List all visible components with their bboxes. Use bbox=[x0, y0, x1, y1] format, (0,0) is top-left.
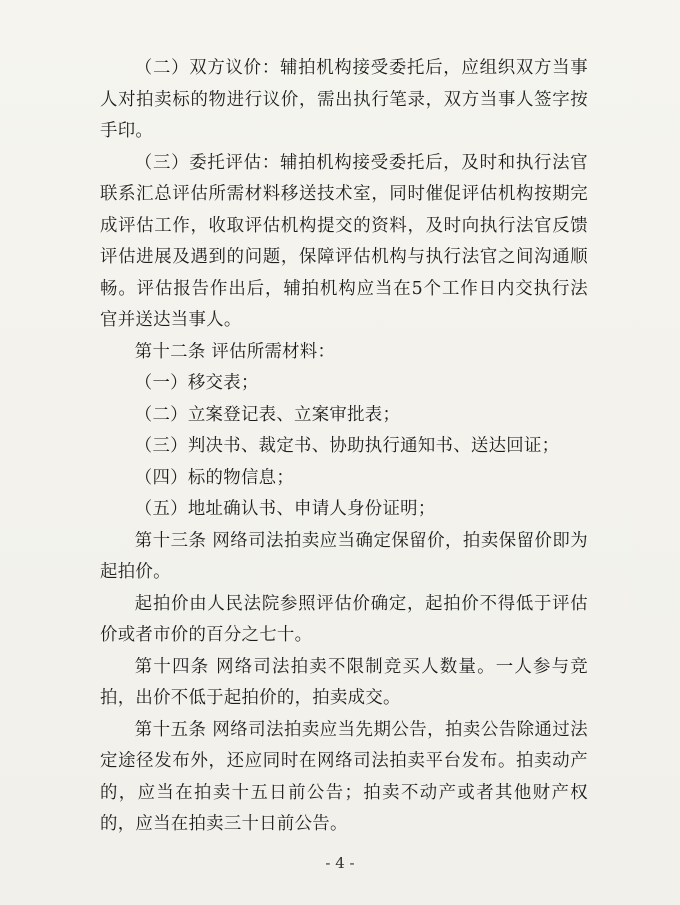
list-item: （五）地址确认书、申请人身份证明； bbox=[134, 499, 436, 519]
article-13-paragraph: 第十三条 网络司法拍卖应当确定保留价，拍卖保留价即为起拍价。 bbox=[100, 530, 588, 582]
paragraph-bilateral-negotiation: （二）双方议价：辅拍机构接受委托后，应组织双方当事人对拍卖标的物进行议价，需出执行笔录，双方当事人签字按手印。 bbox=[100, 58, 588, 141]
article-14-paragraph: 第十四条 网络司法拍卖不限制竞买人数量。一人参与竞拍，出价不低于起拍价的，拍卖成交。 bbox=[100, 656, 588, 708]
page-number: - 4 - bbox=[325, 854, 355, 872]
article-15-paragraph: 第十五条 网络司法拍卖应当先期公告，拍卖公告除通过法定途径发布外，还应同时在网络司法拍卖平台发布。拍卖动产的，应当在拍卖十五日前公告；拍卖不动产或者其他财产权的，应当在拍卖三十日前公告。 bbox=[100, 719, 588, 834]
list-item: （四）标的物信息； bbox=[134, 467, 295, 488]
list-item: （一）移交表； bbox=[134, 373, 259, 393]
starting-price-paragraph: 起拍价由人民法院参照评估价确定，起拍价不得低于评估价或者市价的百分之七十。 bbox=[100, 593, 588, 645]
document-body bbox=[100, 53, 588, 841]
list-item: （三）判决书、裁定书、协助执行通知书、送达回证； bbox=[134, 436, 560, 456]
paragraph-entrusted-appraisal: （三）委托评估：辅拍机构接受委托后，及时和执行法官联系汇总评估所需材料移送技术室，同时催促评估机构按期完成评估工作，收取评估机构提交的资料，及时向执行法官反馈评估进展及遇到的问题，保障评估机构与执行法官之间沟通顺畅。评估报告作出后，辅拍机构应当在5个工作日内交执行法官并送达当事人。 bbox=[100, 152, 588, 330]
list-item: （二）立案登记表、立案审批表； bbox=[134, 404, 401, 425]
article-12-heading: 第十二条 评估所需材料： bbox=[134, 341, 336, 362]
